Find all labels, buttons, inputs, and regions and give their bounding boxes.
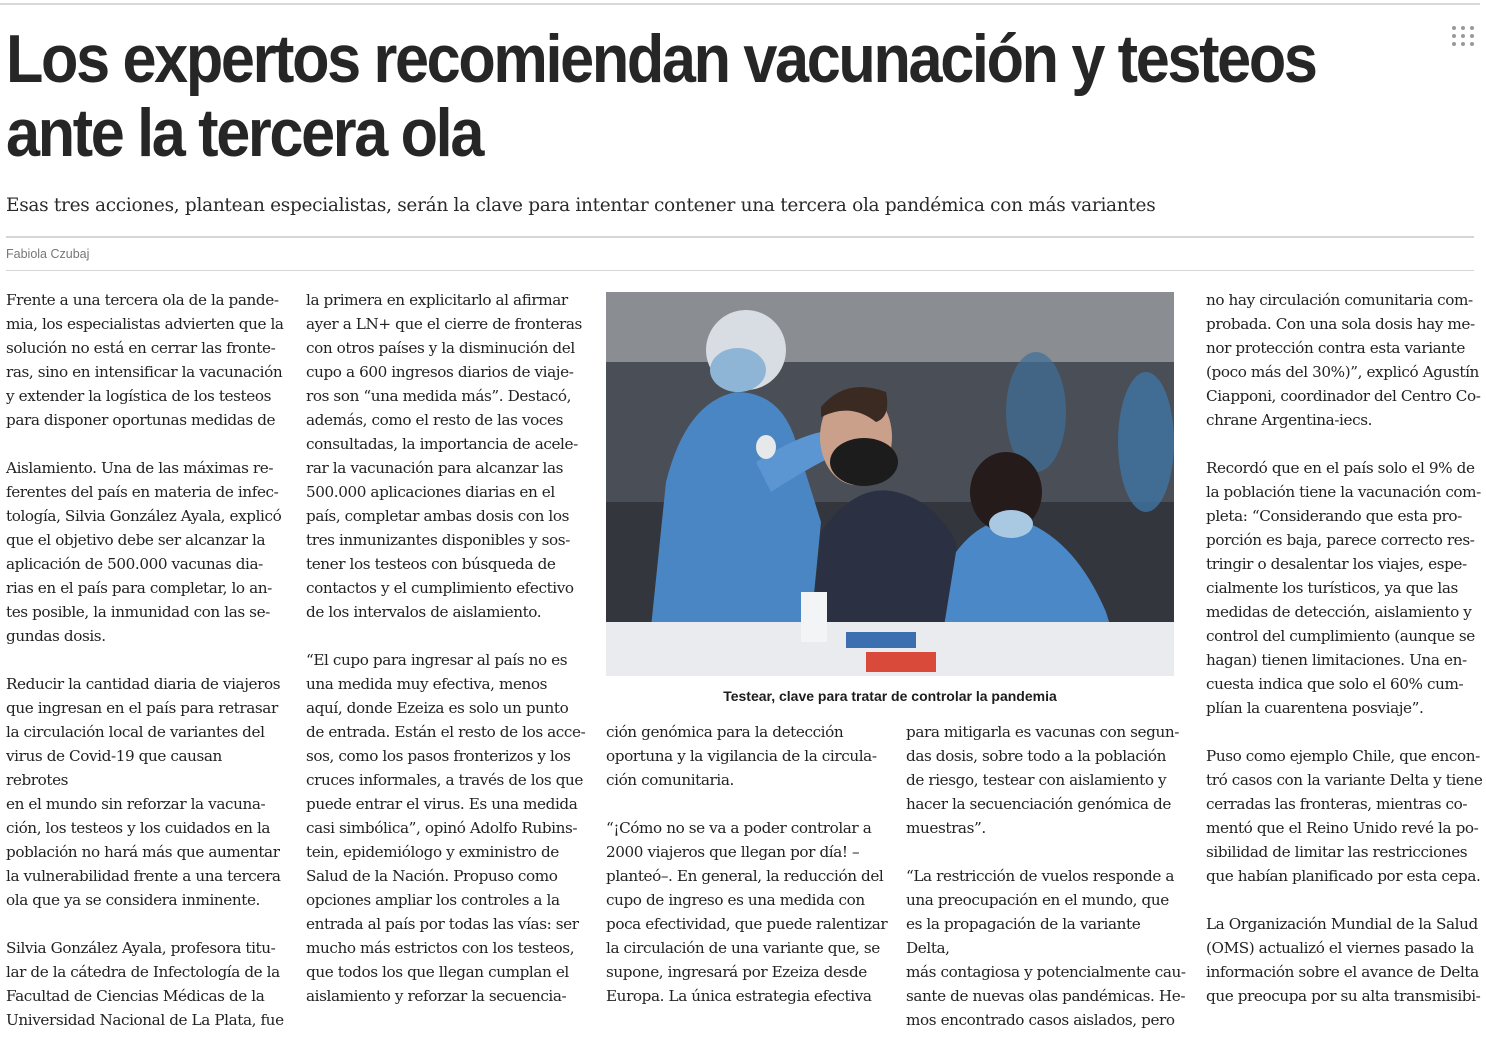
photo-illustration (606, 292, 1174, 676)
paragraph: “El cupo para ingresar al país no es una medida muy efectiva, menos aquí, donde Ezeiza es solo un punto de entrada. Están el resto de los acce- sos, como los pasos fronterizos y los cruces informales, a través de los que puede entrar el virus. Es una medida casi simbólica”, opinó Adolfo Rubins- tein, epidemiólogo y exministro de Salud de la Nación. Propuso como opciones ampliar los controles a la entrada al país por todas las vías: ser mucho más estrictos con los testeos, que todos los que llegan cumplan el aislamiento y reforzar la secuencia- (306, 651, 586, 1005)
article-column-1 (6, 288, 288, 1056)
author-byline[interactable]: Fabiola Czubaj (6, 247, 90, 261)
paragraph: Reducir la cantidad diaria de viajeros que ingresan en el país para retrasar la circulación local de variantes del virus de Covid-19 que causan rebrotes en el mundo sin reforzar la vacuna- ción, los testeos y los cuidados en la población no hará más que aumentar la vulnerabilidad frente a una tercera ola que ya se considera inminente. (6, 675, 281, 909)
subtitle: Esas tres acciones, plantean especialistas, serán la clave para intentar contener una tercera ola pandémica con más variantes (6, 195, 1156, 216)
paragraph: Aislamiento. Una de las máximas re- ferentes del país en materia de infec- tología, Silvia González Ayala, explicó que el objetivo debe ser alcanzar la aplicación de 500.000 vacunas dia- rias en el país para completar, lo an- tes posible, la inmunidad con las se- gundas dosis. (6, 459, 282, 645)
article-column-3 (606, 720, 888, 1032)
grid-menu-icon[interactable] (1452, 26, 1476, 50)
headline-line-1: Los expertos recomiendan vacunación y testeos (6, 21, 1316, 97)
paragraph: la primera en explicitarlo al afirmar ayer a LN+ que el cierre de fronteras con otros países y la disminución del cupo a 600 ingresos diarios de viaje- ros son “una medida más”. Destacó, además, como el resto de las voces consultadas, la importancia de acele- rar la vacunación para alcanzar las 500.000 aplicaciones diarias en el país, completar ambas dosis con los tres inmunizantes disponibles y sos- tener los testeos con búsqueda de contactos y el cumplimiento efectivo de los intervalos de aislamiento. (306, 291, 582, 621)
article-photo (606, 292, 1174, 676)
article-column-5 (1206, 288, 1486, 1032)
paragraph: Silvia González Ayala, profesora titu- lar de la cátedra de Infectología de la Facultad de Ciencias Médicas de la Universidad Nacional de La Plata, fue (6, 939, 284, 1029)
headline (6, 21, 1316, 171)
paragraph: para mitigarla es vacunas con segun- das dosis, sobre todo a la población de riesgo, testear con aislamiento y hacer la secuenciación genómica de muestras”. (906, 723, 1179, 837)
photo-caption: Testear, clave para tratar de controlar la pandemia (723, 688, 1057, 704)
paragraph: no hay circulación comunitaria com- probada. Con una sola dosis hay me- nor protección contra esta variante (poco más del 30%)”, explicó Agustín Ciapponi, coordinador del Centro Co- chrane Argentina-iecs. (1206, 291, 1481, 429)
headline-line-2: ante la tercera ola (6, 95, 483, 171)
top-divider (0, 3, 1480, 5)
paragraph: Recordó que en el país solo el 9% de la población tiene la vacunación com- pleta: “Considerando que esta pro- porción es baja, parece correcto res- tringir o desalentar los viajes, espe- cialmente los turísticos, ya que las medidas de detección, aislamiento y control del cumplimiento (aunque se hagan) tienen limitaciones. Una en- cuesta indica que solo el 60% cum- plían la cuarentena posviaje”. (1206, 459, 1481, 717)
paragraph: “¡Cómo no se va a poder controlar a 2000 viajeros que llegan por día! – planteó–. En general, la reducción del cupo de ingreso es una medida con poca efectividad, que puede ralentizar la circulación de una variante que, se supone, ingresará por Ezeiza desde Europa. La única estrategia efectiva (606, 819, 888, 1005)
article-column-2 (306, 288, 588, 1032)
divider (6, 270, 1474, 271)
paragraph: ción genómica para la detección oportuna y la vigilancia de la circula- ción comunitaria. (606, 723, 877, 789)
paragraph: La Organización Mundial de la Salud (OMS) actualizó el viernes pasado la información sobre el avance de Delta que preocupa por su alta transmisibi- (1206, 915, 1481, 1005)
paragraph: Frente a una tercera ola de la pande- mia, los especialistas advierten que la solución no está en cerrar las fronte- ras, sino en intensificar la vacunación y extender la logística de los testeos para disponer oportunas medidas de (6, 291, 284, 429)
article-column-4 (906, 720, 1188, 1056)
divider (6, 236, 1474, 238)
paragraph: “La restricción de vuelos responde a una preocupación en el mundo, que es la propagación de la variante Delta, más contagiosa y potencialmente cau- sante de nuevas olas pandémicas. He- mos encontrado casos aislados, pero (906, 867, 1186, 1029)
paragraph: Puso como ejemplo Chile, que encon- tró casos con la variante Delta y tiene cerradas las fronteras, mientras co- mentó que el Reino Unido revé la po- sibilidad de limitar las restricciones que habían planificado por esta cepa. (1206, 747, 1483, 885)
